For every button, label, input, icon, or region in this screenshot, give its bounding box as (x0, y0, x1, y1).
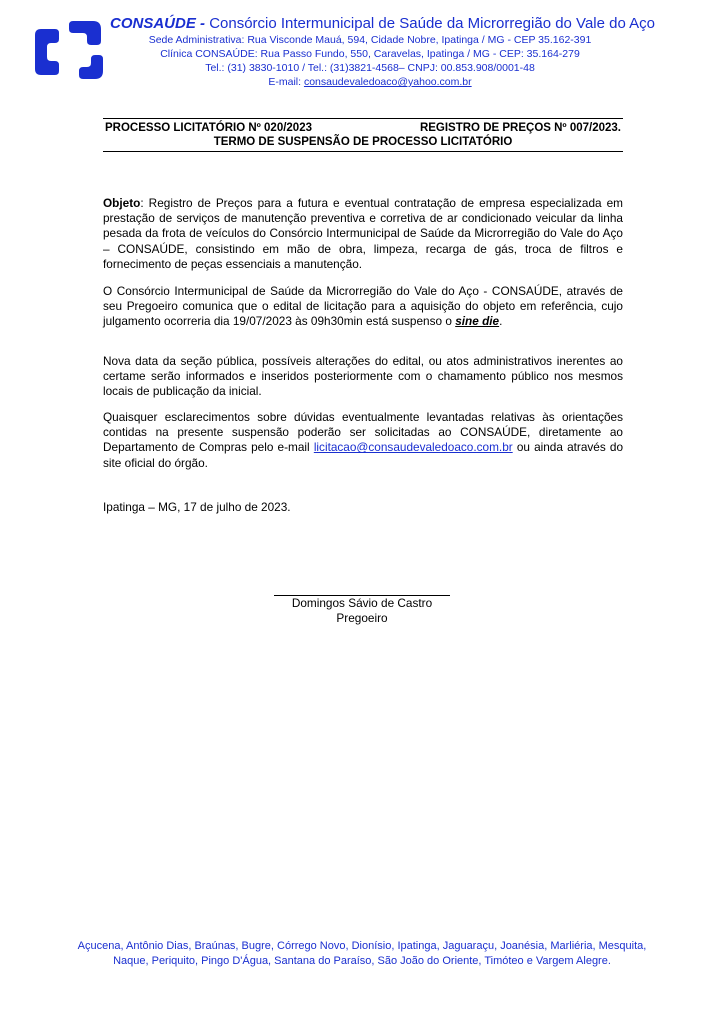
footer-line-1: Açucena, Antônio Dias, Braúnas, Bugre, Córrego Novo, Dionísio, Ipatinga, Jaguaraçu, Joanésia, Marliéria, Mesquita, (77, 940, 647, 952)
signer-name: Domingos Sávio de Castro (291, 596, 433, 610)
signer-role: Pregoeiro (336, 611, 388, 625)
paragraph-objeto (103, 196, 623, 272)
clarifications-end: ou ainda através do site oficial do órgão. (103, 440, 624, 470)
org-short-name: CONSAÚDE - (110, 15, 206, 32)
term-title: TERMO DE SUSPENSÃO DE PROCESSO LICITATÓRIO (213, 136, 513, 148)
process-number: PROCESSO LICITATÓRIO Nº 020/2023 (105, 122, 312, 134)
suspension-text: O Consórcio Intermunicipal de Saúde da Microrregião do Vale do Aço - CONSAÚDE, através de seu Pregoeiro comunica que o edital de licitação para a aquisição do objeto em referência, cujo julgamento ocorreria dia 19/07/2023 às 09h30min está suspenso o (103, 284, 623, 329)
letterhead (110, 14, 655, 89)
objeto-text: : Registro de Preços para a futura e eventual contratação de empresa especializada em prestação de serviços de manutenção preventiva e corretiva de ar condicionado veicular da linha pesada da frota de veículos do Consórcio Intermunicipal de Saúde da Microrregião do Vale do Aço – CONSAÚDE, consistindo em mão de obra, limpeza, recarga de gás, troca de filtros e fornecimento de peças essenciais a manutenção. (103, 196, 623, 271)
footer-line-2: Naque, Periquito, Pingo D'Água, Santana do Paraíso, São João do Oriente, Timóteo e Vargem Alegre. (113, 955, 611, 967)
suspension-end: . (499, 314, 503, 329)
date-line: Ipatinga – MG, 17 de julho de 2023. (103, 500, 291, 514)
phones-cnpj: Tel.: (31) 3830-1010 / Tel.: (31)3821-4568– CNPJ: 00.853.908/0001-48 (205, 62, 535, 74)
paragraph-new-date: Nova data da seção pública, possíveis alterações do edital, ou atos administrativos inerentes ao certame serão informados e inseridos posteriormente com o chamamento público nos mesmos locais de publicação da inicial. (103, 354, 623, 399)
footer-municipalities (40, 939, 684, 969)
header-email-link[interactable]: consaudevaledoaco@yahoo.com.br (303, 76, 472, 88)
objeto-label: Objeto (103, 196, 141, 210)
email-label: E-mail: (268, 76, 302, 88)
sine-die-emphasis: sine die (455, 314, 500, 329)
address-clinic: Clínica CONSAÚDE: Rua Passo Fundo, 550, Caravelas, Ipatinga / MG - CEP: 35.164-279 (160, 48, 580, 60)
org-title (110, 14, 655, 33)
consaude-logo-icon (33, 19, 105, 81)
licitacao-email-link[interactable]: licitacao@consaudevaledoaco.com.br (313, 440, 513, 455)
paragraph-clarifications (103, 410, 623, 471)
document-title-box (103, 118, 623, 152)
header-email-line (110, 75, 630, 89)
registry-number: REGISTRO DE PREÇOS Nº 007/2023. (419, 122, 621, 134)
org-full-name: Consórcio Intermunicipal de Saúde da Microrregião do Vale do Aço (209, 15, 655, 32)
address-admin: Sede Administrativa: Rua Visconde Mauá, 594, Cidade Nobre, Ipatinga / MG - CEP 35.162-391 (148, 34, 592, 46)
paragraph-suspension (103, 284, 623, 330)
signature-block (262, 583, 462, 626)
clarifications-text: Quaisquer esclarecimentos sobre dúvidas eventualmente levantadas relativas às orientações contidas na presente suspensão poderão ser solicitadas ao CONSAÚDE, diretamente ao Departamento de Compras pelo e-mail (103, 410, 623, 455)
